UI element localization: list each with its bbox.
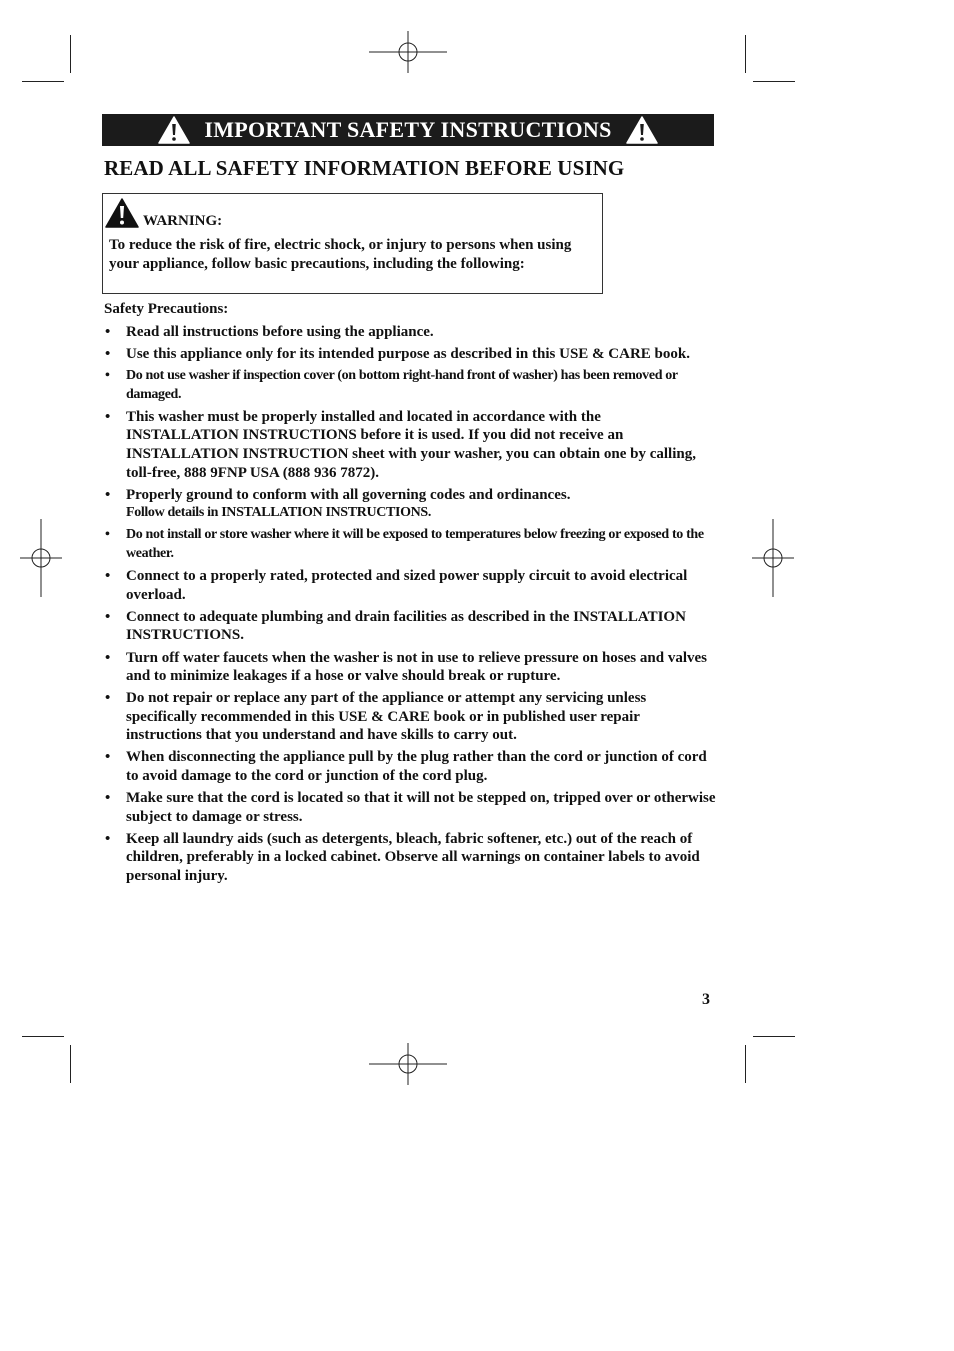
bullet-icon: • [105,368,110,384]
page-number: 3 [702,991,710,1008]
bullet-icon: • [105,749,111,766]
crop-mark [22,81,64,82]
list-item [104,748,716,785]
list-item-text: Make sure that the cord is located so that it will not be stepped on, tripped over or otherwise subject to damage or stress. [126,790,716,825]
list-item-text: Read all instructions before using the appliance. [126,324,434,340]
crop-mark [70,35,71,73]
warning-triangle-icon [158,116,190,144]
list-item [104,830,716,886]
precautions-list [104,323,716,889]
registration-mark-icon [369,1043,447,1085]
bullet-icon: • [105,649,111,666]
bullet-icon: • [105,346,111,363]
bullet-icon: • [105,830,111,847]
list-item [104,689,716,745]
bullet-icon: • [105,527,110,543]
bullet-icon: • [105,690,111,707]
precautions-heading: Safety Precautions: [104,301,229,317]
registration-mark-icon [20,519,62,597]
list-item [104,367,716,404]
registration-mark-icon [752,519,794,597]
warning-triangle-icon [105,198,139,228]
list-item [104,345,716,364]
list-item-subtext: Follow details in INSTALLATION INSTRUCTIONS. [126,505,431,521]
registration-mark-icon [369,31,447,73]
list-item [104,567,716,604]
warning-label: WARNING: [143,213,223,229]
list-item-text: Do not repair or replace any part of the appliance or attempt any servicing unless specifically recommended in this USE & CARE book or in published user repair instructions that you understand and have skills to carry out. [126,690,647,744]
list-item-text: Properly ground to conform with all governing codes and ordinances. [126,486,571,503]
list-item-text: When disconnecting the appliance pull by the plug rather than the cord or junction of cord to avoid damage to the cord or junction of the cord plug. [126,749,707,785]
list-item-text: Connect to a properly rated, protected and sized power supply circuit to avoid electrical overload. [126,568,688,603]
warning-box [102,193,603,294]
banner-title: IMPORTANT SAFETY INSTRUCTIONS [204,117,612,142]
crop-mark [745,1045,746,1083]
bullet-icon: • [105,324,111,340]
crop-mark [22,1036,64,1037]
list-item-text: Keep all laundry aids (such as detergents, bleach, fabric softener, etc.) out of the reach of children, preferably in a locked cabinet. Observe all warnings on container labels to avoid personal injury. [126,830,700,885]
list-item [104,789,716,826]
list-item-text: This washer must be properly installed and located in accordance with the INSTALLATION INSTRUCTIONS before it is used. If you did not receive an INSTALLATION INSTRUCTION sheet with your washer, you can obtain one by calling, toll-free, 888 9FNP USA (888 936 7872). [126,408,696,481]
list-item-text: Turn off water faucets when the washer is not in use to relieve pressure on hoses and valves and to minimize leakages if a hose or valve should break or rupture. [126,649,707,685]
bullet-icon: • [105,568,111,585]
crop-mark [70,1045,71,1083]
list-item [104,486,716,523]
bullet-icon: • [105,790,111,807]
page-subheading: READ ALL SAFETY INFORMATION BEFORE USING [104,156,625,180]
bullet-icon: • [105,608,111,625]
safety-banner [102,114,714,146]
bullet-icon: • [105,408,111,425]
list-item-text: Connect to adequate plumbing and drain facilities as described in the INSTALLATION INSTRUCTIONS. [126,608,686,644]
list-item [104,408,716,482]
crop-mark [753,81,795,82]
list-item [104,526,716,563]
list-item-text: Use this appliance only for its intended purpose as described in this USE & CARE book. [126,346,690,363]
list-item-text: Do not install or store washer where it will be exposed to temperatures below freezing or exposed to the weather. [126,527,704,562]
list-item [104,323,716,342]
crop-mark [753,1036,795,1037]
bullet-icon: • [105,486,111,503]
warning-triangle-icon [626,116,658,144]
list-item [104,608,716,645]
crop-mark [745,35,746,73]
list-item [104,649,716,686]
warning-text: To reduce the risk of fire, electric shock, or injury to persons when using your appliance, follow basic precautions, including the following: [109,237,572,272]
list-item-text: Do not use washer if inspection cover (on bottom right-hand front of washer) has been removed or damaged. [126,368,678,402]
